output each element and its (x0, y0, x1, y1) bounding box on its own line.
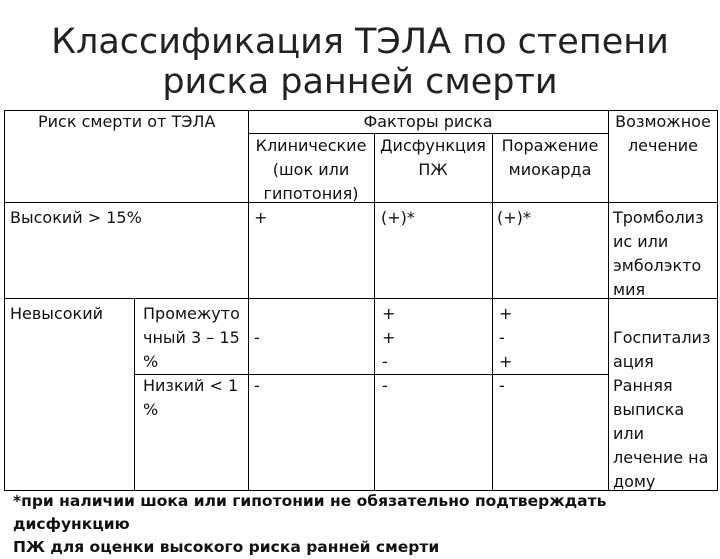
page-title (0, 22, 720, 102)
header-treatment: Возможное лечение (615, 112, 711, 155)
header-rv-dysfunction: Дисфункция ПЖ (380, 136, 486, 179)
row-low-clinical: - (254, 376, 260, 395)
row-intermediate-treatment: Госпитализ ация (613, 328, 711, 371)
header-factors: Факторы риска (363, 112, 493, 131)
footnote: *при наличии шока или гипотонии не обязательно подтверждать дисфункцию ПЖ для оценки высокого риска ранней смерти (13, 492, 607, 556)
row-low-label: Низкий < 1 % (143, 376, 239, 419)
row-high-clinical: + (254, 208, 268, 227)
row-high-treatment: Тромболиз ис или эмболэкто мия (613, 208, 704, 299)
row-intermediate-label: Промежуто чный 3 – 15 % (143, 304, 240, 371)
row-low-rv: - (382, 376, 388, 395)
row-intermediate-rv: + + - (382, 304, 396, 371)
title-line-1: Классификация ТЭЛА по степени (51, 22, 669, 62)
row-low-myo: - (499, 376, 505, 395)
row-high-label: Высокий > 15% (10, 208, 142, 227)
row-intermediate-clinical: - (254, 328, 260, 347)
title-line-2: риска ранней смерти (162, 62, 558, 102)
row-intermediate-myo: + - + (499, 304, 513, 371)
row-high-myo: (+)* (497, 208, 531, 227)
row-high-rv: (+)* (381, 208, 415, 227)
header-clinical: Клинические (шок или гипотония) (255, 136, 367, 203)
row-nonhigh-label: Невысокий (10, 304, 103, 323)
header-myocardial-injury: Поражение миокарда (501, 136, 599, 179)
header-risk: Риск смерти от ТЭЛА (38, 112, 216, 131)
row-low-treatment: Ранняя выписка или лечение на дому (613, 376, 709, 491)
